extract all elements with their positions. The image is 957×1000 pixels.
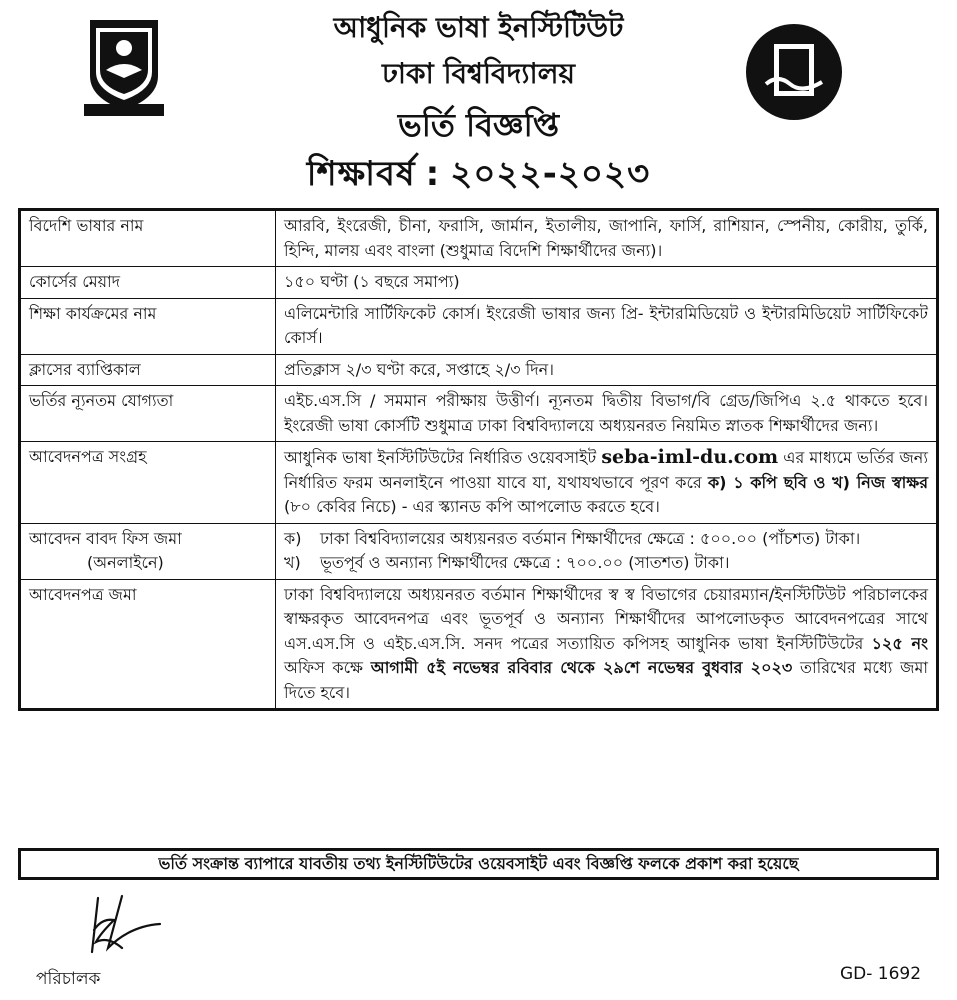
row-label-fee: [20, 523, 276, 579]
collection-text-1: আধুনিক ভাষা ইনস্টিটিউটের নির্ধারিত ওয়েবসাইট: [284, 448, 597, 467]
row-label-submission: আবেদনপত্র জমা: [20, 579, 276, 710]
table-row: [20, 523, 938, 579]
dhaka-university-logo: [78, 14, 170, 122]
row-value-fee: [276, 523, 938, 579]
fee-item-key: খ): [284, 553, 301, 572]
fee-item-text: ভূতপূর্ব ও অন্যান্য শিক্ষার্থীদের ক্ষেত্রে : ৭০০.০০ (সাতশত) টাকা।: [320, 553, 730, 572]
university-name: ঢাকা বিশ্ববিদ্যালয়: [382, 57, 575, 90]
row-label-class-schedule: ক্লাসের ব্যাপ্তিকাল: [20, 354, 276, 386]
institute-name: আধুনিক ভাষা ইনস্টিটিউট: [333, 11, 624, 44]
fee-item-key: ক): [284, 528, 302, 548]
iml-logo: [744, 22, 844, 122]
website-link[interactable]: seba-iml-du.com: [601, 446, 779, 468]
row-label-eligibility: ভর্তির ন্যূনতম যোগ্যতা: [20, 386, 276, 442]
collection-text-3: (৮০ কেবির নিচে) - এর স্ক্যানড কপি আপলোড করতে হবে।: [284, 497, 660, 516]
collection-bold-photo-sign: ক) ১ কপি ছবি ও খ) নিজ স্বাক্ষর: [707, 472, 929, 492]
submission-text-3: তারিখের মধ্যে জমা দিতে হবে।: [284, 658, 928, 702]
submission-room-number: ১২৫ নং: [871, 633, 928, 653]
academic-session: [200, 148, 757, 205]
notice-title: ভর্তি বিজ্ঞপ্তি: [397, 106, 560, 144]
admission-info-table: [18, 208, 939, 711]
table-row: [20, 354, 938, 386]
fee-item: [284, 527, 928, 552]
table-row: [20, 442, 938, 524]
fee-item-text: ঢাকা বিশ্ববিদ্যালয়ের অধ্যয়নরত বর্তমান শিক্ষার্থীদের ক্ষেত্রে : ৫০০.০০ (পাঁচশত) টাকা।: [320, 528, 861, 548]
fee-label-line2: (অনলাইনে): [87, 553, 164, 572]
fee-label-line1: আবেদন বাবদ ফিস জমা: [29, 528, 182, 548]
footer-note: ভর্তি সংক্রান্ত ব্যাপারে যাবতীয় তথ্য ইনস্টিটিউটের ওয়েবসাইট এবং বিজ্ঞপ্তি ফলকে প্রকাশ করা হয়েছে: [18, 848, 939, 880]
row-value-submission: [276, 579, 938, 710]
row-label-program: শিক্ষা কার্যক্রমের নাম: [20, 298, 276, 354]
session-label: শিক্ষাবর্ষ: [306, 154, 416, 194]
row-value-class-schedule: প্রতিক্লাস ২/৩ ঘণ্টা করে, সপ্তাহে ২/৩ দিন।: [276, 354, 938, 386]
submission-dates: আগামী ৫ই নভেম্বর রবিবার থেকে ২৯শে নভেম্বর বুধবার ২০২৩: [370, 658, 793, 677]
row-label-duration: কোর্সের মেয়াদ: [20, 267, 276, 299]
table-row: [20, 267, 938, 299]
fee-item: [284, 551, 928, 576]
row-value-application-collection: [276, 442, 938, 524]
row-value-languages: আরবি, ইংরেজী, চীনা, ফরাসি, জার্মান, ইতালীয়, জাপানি, ফার্সি, রাশিয়ান, স্পেনীয়, কোরীয়, তুর্কি, হিন্দি, মালয় এবং বাংলা (শুধুমাত্র বিদেশি শিক্ষার্থীদের জন্য)।: [276, 210, 938, 267]
director-title: পরিচালক: [36, 969, 101, 989]
table-row: [20, 579, 938, 710]
row-value-duration: ১৫০ ঘণ্টা (১ বছরে সমাপ্য): [276, 267, 938, 299]
row-label-languages: বিদেশি ভাষার নাম: [20, 210, 276, 267]
collection-text-2: এর মাধ্যমে ভর্তির জন্য নির্ধারিত ফরম অনলাইনে পাওয়া যাবে যা, যথাযথভাবে পূরণ করে: [284, 448, 928, 492]
gd-number: GD- 1692: [840, 964, 922, 984]
row-value-program: এলিমেন্টারি সার্টিফিকেট কোর্স। ইংরেজী ভাষার জন্য প্রি- ইন্টারমিডিয়েট ও ইন্টারমিডিয়েট সার্টিফিকেট কোর্স।: [276, 298, 938, 354]
table-row: [20, 210, 938, 267]
row-value-eligibility: এইচ.এস.সি / সমমান পরীক্ষায় উত্তীর্ণ। ন্যূনতম দ্বিতীয় বিভাগ/বি গ্রেড/জিপিএ ২.৫ থাকতে হবে। ইংরেজী ভাষা কোর্সটি শুধুমাত্র ঢাকা বিশ্ববিদ্যালয়ে অধ্যয়নরত নিয়মিত স্নাতক শিক্ষার্থীদের জন্য।: [276, 386, 938, 442]
session-separator: :: [425, 154, 441, 194]
director-signature: [78, 890, 168, 960]
session-value: ২০২২-২০২৩: [450, 154, 651, 194]
table-row: [20, 386, 938, 442]
submission-text-2: অফিস কক্ষে: [284, 658, 364, 677]
notice-header: [0, 0, 957, 200]
row-label-application-collection: আবেদনপত্র সংগ্রহ: [20, 442, 276, 524]
table-row: [20, 298, 938, 354]
submission-text-1: ঢাকা বিশ্ববিদ্যালয়ে অধ্যয়নরত বর্তমান শিক্ষার্থীদের স্ব স্ব বিভাগের চেয়ারম্যান/ইনস্টিটিউট পরিচালকের স্বাক্ষরকৃত আবেদনপত্র এবং ভূতপূর্ব ও অন্যান্য শিক্ষার্থীদের আপলোডকৃত আবেদনপত্রের সাথে এস.এস.সি ও এইচ.এস.সি. সনদ পত্রের সত্যায়িত কপিসহ আধুনিক ভাষা ইনস্টিটিউটের: [284, 584, 928, 653]
